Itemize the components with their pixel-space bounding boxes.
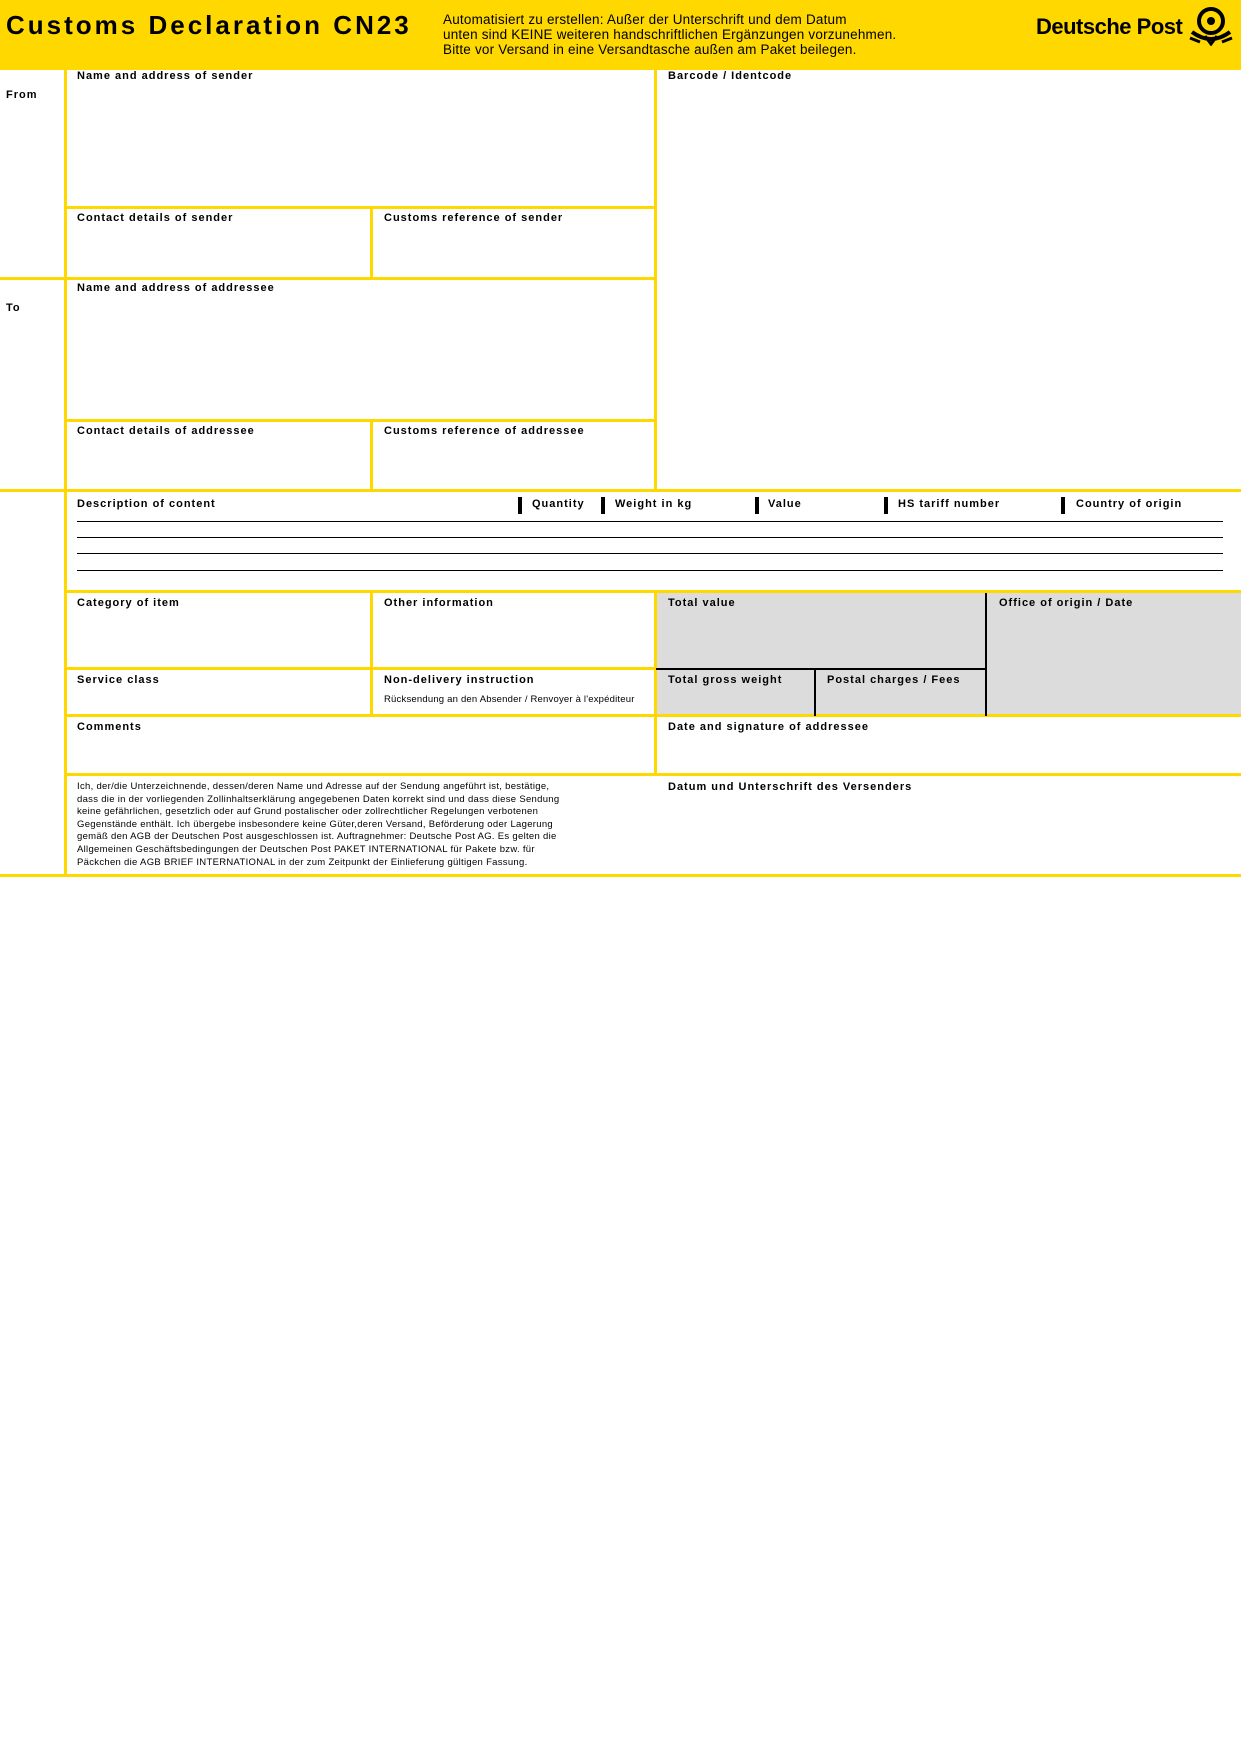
declaration-text [77,781,657,869]
grid-line [985,593,987,716]
grid-line [64,773,1241,776]
content-row-line [77,553,1223,554]
column-divider [1061,497,1065,514]
content-row-line [77,521,1223,522]
col-value: Value [768,498,802,510]
category-item-label: Category of item [77,597,180,609]
addressee-name-address-label: Name and address of addressee [77,282,275,294]
declaration-line: Ich, der/die Unterzeichnende, dessen/deren Name und Adresse auf der Sendung angeführt ist, bestätige, [77,781,550,792]
grid-line [370,590,373,716]
col-quantity: Quantity [532,498,585,510]
content-row-line [77,537,1223,538]
declaration-line: gemäß den AGB der Deutschen Post ausgeschlossen ist. Auftragnehmer: Deutsche Post AG. Es gelten die [77,831,557,843]
column-divider [884,497,888,514]
office-origin-label: Office of origin / Date [999,597,1134,609]
grid-line [656,668,986,670]
notice-line: Automatisiert zu erstellen: Außer der Unterschrift und dem Datum [443,12,847,27]
total-gross-weight-label: Total gross weight [668,674,783,686]
logo-text: Deutsche Post [1036,14,1183,39]
addressee-contact-label: Contact details of addressee [77,425,255,437]
sender-customs-ref-label: Customs reference of sender [384,212,564,224]
notice-line: unten sind KEINE weiteren handschriftlichen Ergänzungen vorzunehmen. [443,27,897,42]
addressee-signature-label: Date and signature of addressee [668,721,869,733]
addressee-customs-ref-label: Customs reference of addressee [384,425,585,437]
col-country-origin: Country of origin [1076,498,1183,510]
column-divider [755,497,759,514]
grid-line [64,590,1241,593]
sender-name-address-label: Name and address of sender [77,70,254,82]
sender-contact-label: Contact details of sender [77,212,234,224]
from-label: From [6,89,38,101]
comments-label: Comments [77,721,142,733]
grid-line [0,874,1241,877]
non-delivery-label: Non-delivery instruction [384,674,535,686]
grid-line [0,489,1241,492]
postal-charges-label: Postal charges / Fees [827,674,961,686]
column-divider [601,497,605,514]
sender-signature-label: Datum und Unterschrift des Versenders [668,781,913,793]
service-class-label: Service class [77,674,160,686]
notice-text [443,12,963,57]
grid-line [0,277,657,280]
notice-line: Bitte vor Versand in eine Versandtasche außen am Paket beilegen. [443,42,857,57]
grid-line [370,206,373,279]
declaration-line: keine gefährlichen, gesetzlich oder auf Grund postalischer oder zollrechtlicher Regelungen verbotenen [77,806,539,818]
grid-line [64,419,657,422]
col-hs-tariff: HS tariff number [898,498,1001,510]
grid-line [814,669,816,716]
post-horn-icon [1188,6,1234,46]
declaration-line: Päckchen die AGB BRIEF INTERNATIONAL in der zum Zeitpunkt der Einlieferung gültigen Fassung. [77,856,528,868]
grid-line [370,419,373,491]
other-information-label: Other information [384,597,494,609]
col-weight: Weight in kg [615,498,693,510]
declaration-line: Allgemeinen Geschäftsbedingungen der Deutschen Post PAKET INTERNATIONAL für Pakete bzw. für [77,843,535,855]
office-origin-box [986,593,1241,716]
content-row-line [77,570,1223,571]
col-description: Description of content [77,498,216,510]
page-title: Customs Declaration CN23 [6,10,412,40]
grid-line [64,667,657,670]
non-delivery-value: Rücksendung an den Absender / Renvoyer à l'expéditeur [384,694,635,705]
total-value-label: Total value [668,597,736,609]
column-divider [518,497,522,514]
grid-line [64,714,1241,717]
barcode-label: Barcode / Identcode [668,70,793,82]
declaration-line: Gegenstände enthält. Ich übergebe insbesondere keine Güter,deren Versand, Beförderung oder Lagerung [77,818,553,830]
grid-line [64,206,657,209]
grid-line [654,590,657,776]
to-label: To [6,302,21,314]
declaration-line: dass die in der vorliegenden Zollinhaltserklärung angegebenen Daten korrekt sind und dass diese Sendung [77,793,560,805]
grid-line [64,68,67,876]
